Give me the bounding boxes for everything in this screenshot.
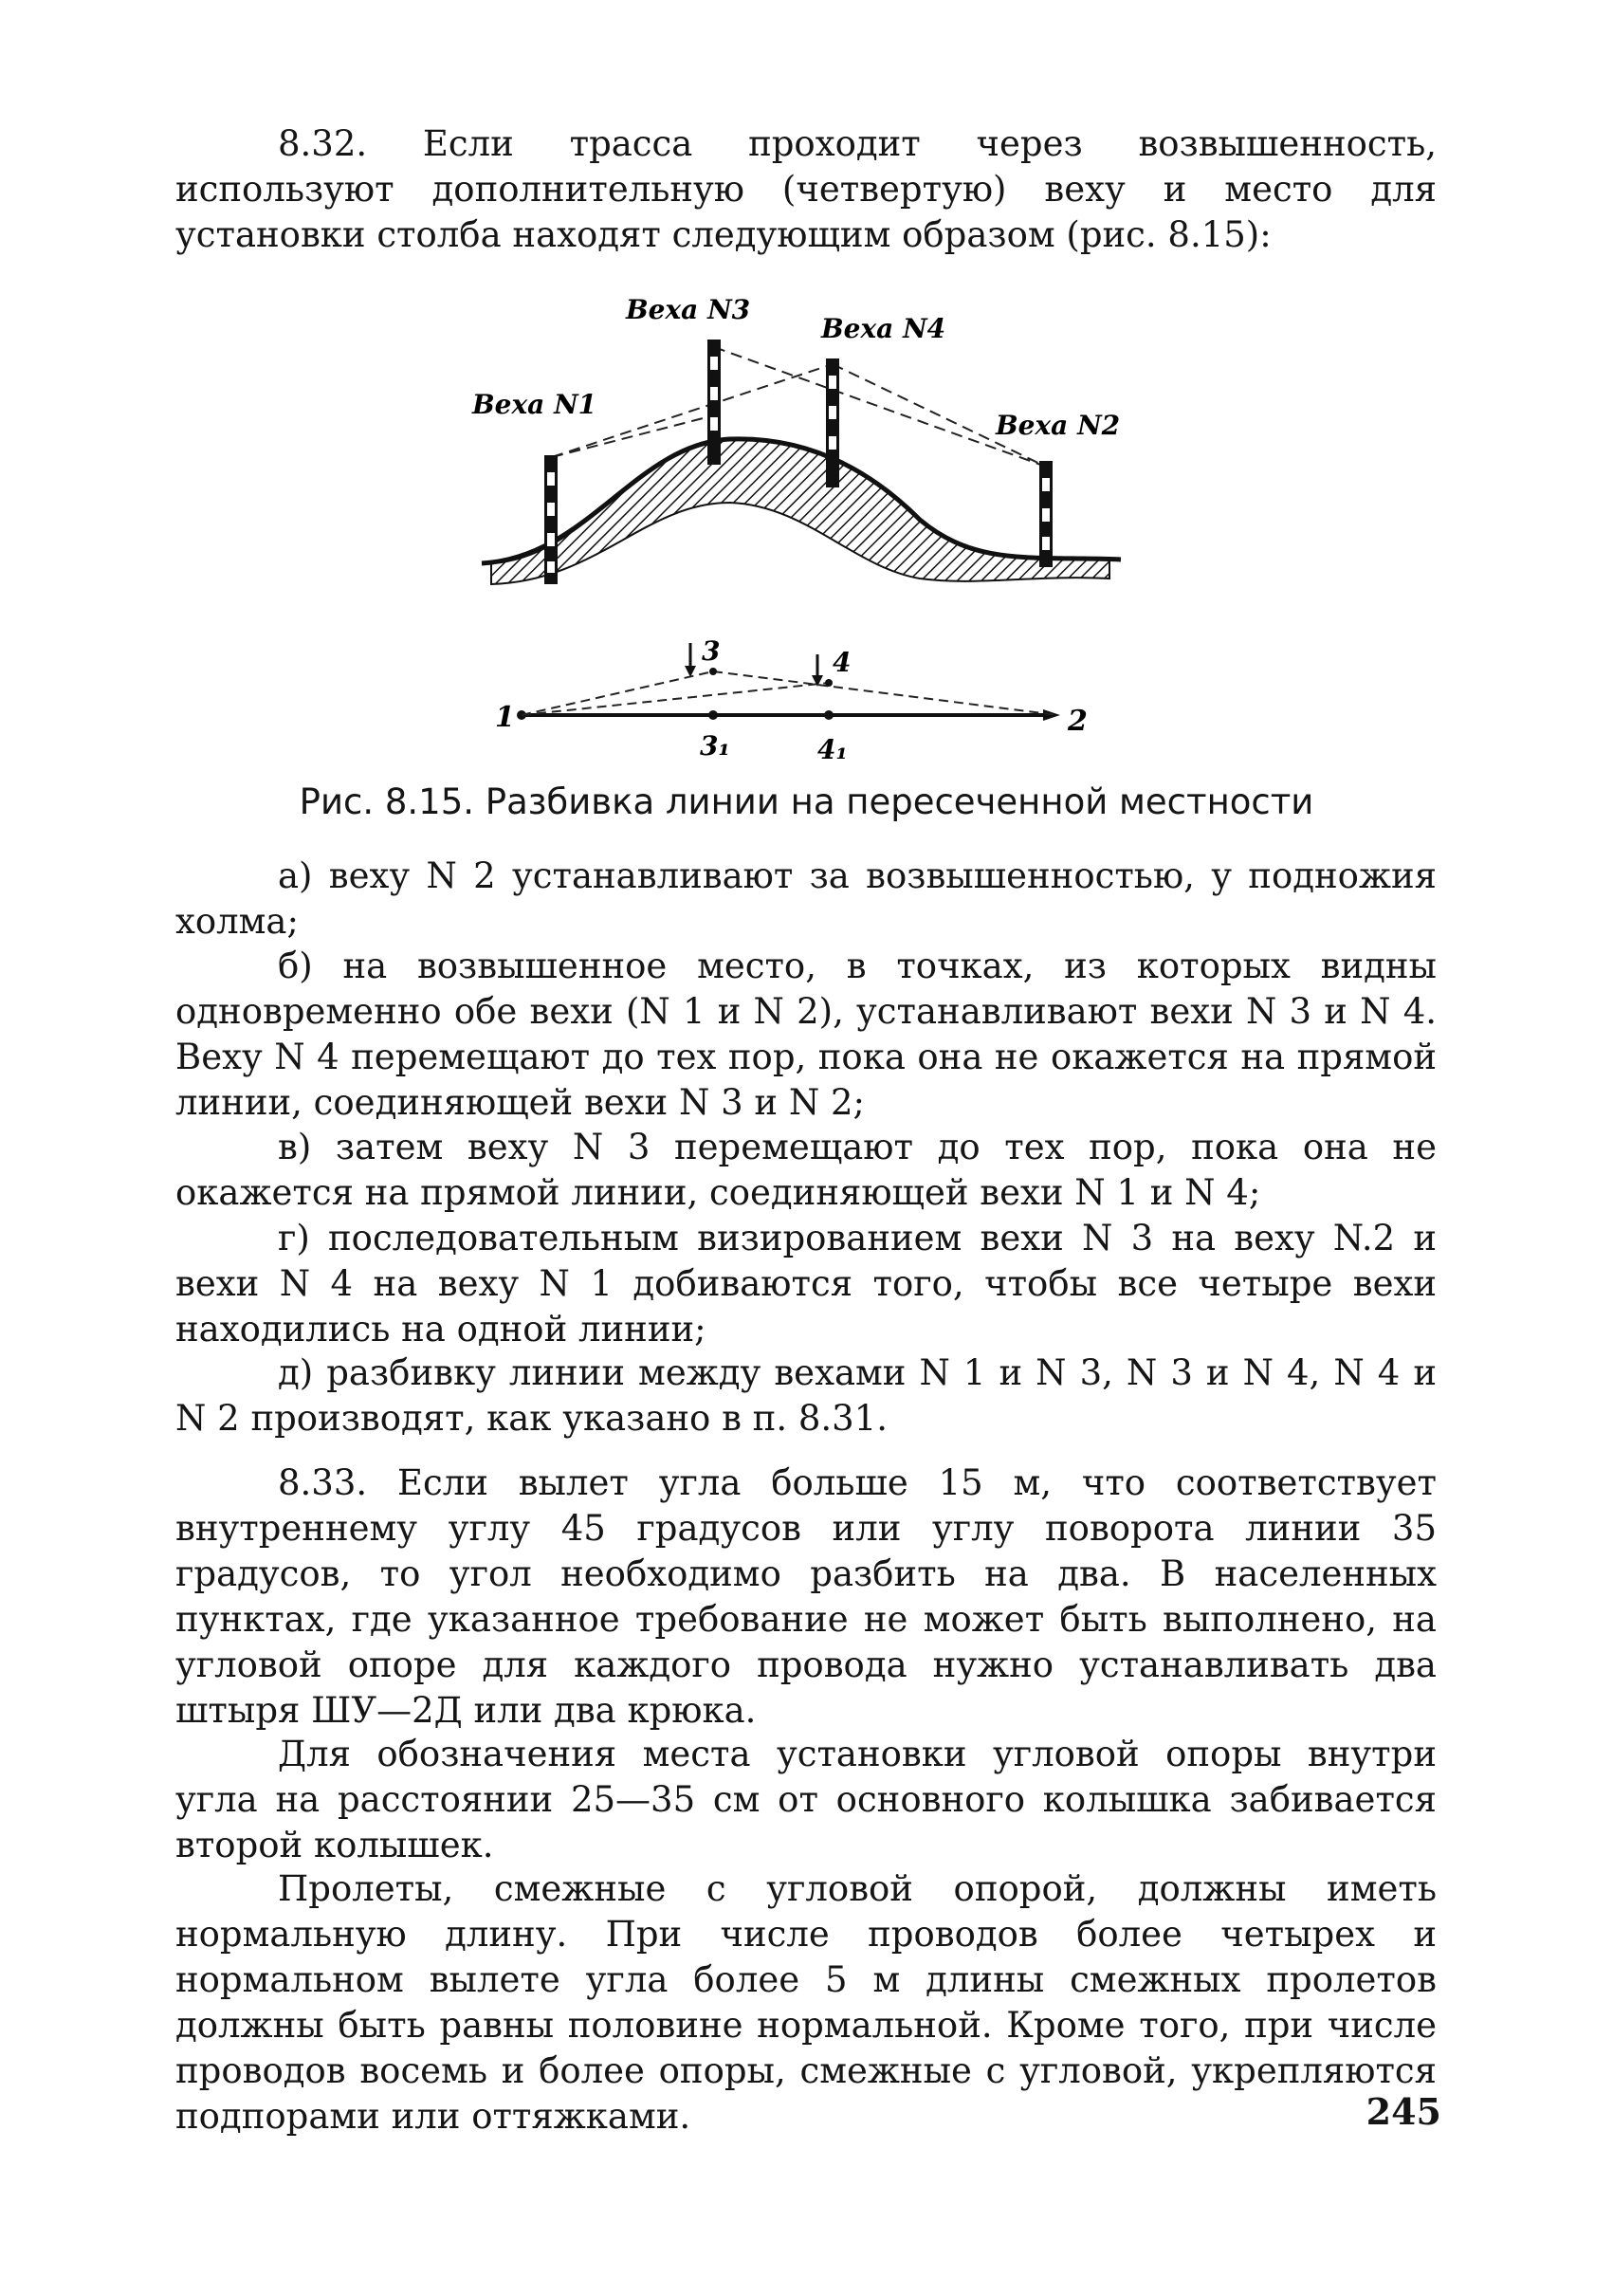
pole-1 [544,455,558,584]
pole-1-label: Веха N1 [472,389,597,420]
plan-label-3: 3 [702,635,721,667]
plan-label-4-1: 4₁ [817,734,848,765]
pole-4-label: Веха N4 [821,313,946,344]
step-v: в) затем веху N 3 перемещают до тех пор, пока она не окажется на прямой линии, соединяющей вехи N 1 и N 4; [175,1127,1437,1213]
paragraph-spans: Пролеты, смежные с угловой опорой, должны иметь нормальную длину. При числе проводов более четырех и нормальном вылете угла более 5 м длины смежных пролетов должны быть равны половине нормальной. Кроме того, при числе проводов восемь и более опоры, смежные с угловой, укрепляются подпорами или оттяжками. [175,1868,1437,2137]
plan-view [517,643,1060,721]
pole-3-label: Веха N3 [626,294,751,325]
figure-caption: Рис. 8.15. Разбивка линии на пересеченной местности [299,781,1314,822]
plan-label-3-1: 3₁ [700,730,730,762]
step-d: д) разбивку линии между вехами N 1 и N 3, N 3 и N 4, N 4 и N 2 производят, как указано в п. 8.31. [175,1352,1437,1439]
figure-8-15 [446,283,1166,766]
pole-2 [1039,461,1053,567]
pole-3 [707,340,721,465]
hill-shape [491,439,1109,584]
plan-label-4: 4 [833,647,852,678]
pole-4 [826,358,839,487]
plan-label-2: 2 [1068,705,1088,738]
pole-2-label: Веха N2 [996,410,1121,441]
step-a: а) веху N 2 устанавливают за возвышенностью, у подножия холма; [175,855,1437,942]
page-number: 245 [1366,2090,1441,2133]
plan-label-1: 1 [495,701,515,734]
step-g: г) последовательным визированием вехи N 3 на веху N.2 и вехи N 4 на веху N 1 добиваются того, чтобы все четыре вехи находились на одной линии; [175,1218,1437,1350]
paragraph-8-33: 8.33. Если вылет угла больше 15 м, что соответствует внутреннему углу 45 градусов или углу поворота линии 35 градусов, то угол необходимо разбить на два. В населенных пунктах, где указанное требование не может быть выполнено, на угловой опоре для каждого провода нужно устанавливать два штыря ШУ—2Д или два крюка. [175,1462,1437,1731]
step-b: б) на возвышенное место, в точках, из которых видны одновременно обе вехи (N 1 и N 2), устанавливают вехи N 3 и N 4. Веху N 4 перемещают до тех пор, пока она не окажется на прямой линии, соединяющей вехи N 3 и N 2; [175,946,1437,1123]
paragraph-second-stake: Для обозначения места установки угловой опоры внутри угла на расстоянии 25—35 см от основного колышка забивается второй колышек. [175,1734,1437,1865]
paragraph-8-32: 8.32. Если трасса проходит через возвышенность, используют дополнительную (четвертую) веху и место для установки столба находят следующим образом (рис. 8.15): [175,123,1437,255]
